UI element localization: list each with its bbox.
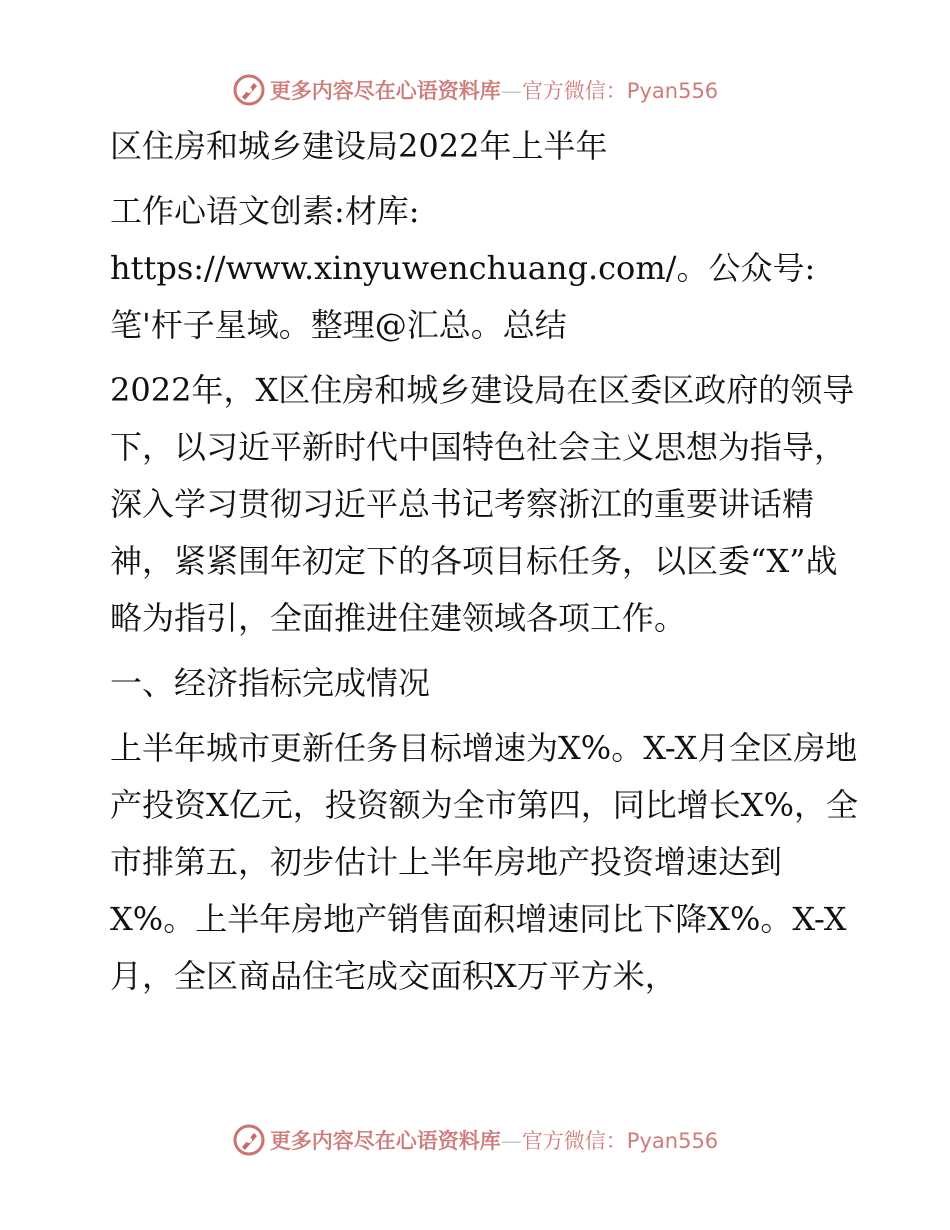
header-banner-main: 更多内容尽在心语资料库	[269, 79, 501, 103]
header-banner	[0, 70, 950, 110]
footer-banner-text	[270, 1125, 718, 1155]
footer-banner	[0, 1120, 950, 1160]
document-title: 区住房和城乡建设局2022年上半年	[110, 127, 608, 165]
pen-logo-icon	[232, 73, 266, 107]
intro-paragraph: 2022年，X区住房和城乡建设局在区委区政府的领导下，以习近平新时代中国特色社会主义思想为指导，深入学习贯彻习近平总书记考察浙江的重要讲话精神，紧紧围年初定下的各项目标任务，以区委“X”战略为指引，全面推进住建领域各项工作。	[110, 371, 855, 637]
header-banner-dash: —	[500, 79, 522, 103]
section1-paragraph: 上半年城市更新任务目标增速为X%。X-X月全区房地产投资X亿元，投资额为全市第四，同比增长X%，全市排第五，初步估计上半年房地产投资增速达到X%。上半年房地产销售面积增速同比下降X%。X-X月，全区商品住宅成交面积X万平方米，	[110, 729, 858, 995]
footer-banner-dash: —	[500, 1129, 522, 1153]
pen-logo-icon	[232, 1123, 266, 1157]
header-banner-contact: 官方微信：Pyan556	[521, 79, 719, 103]
header-banner-text	[270, 75, 718, 105]
document-body	[98, 118, 858, 1013]
footer-banner-contact: 官方微信：Pyan556	[521, 1129, 719, 1153]
document-subtitle: 工作心语文创素:材库: https://www.xinyuwenchuang.com/。公众号: 笔'杆子星域。整理@汇总。总结	[110, 192, 816, 344]
section1-heading: 一、经济指标完成情况	[110, 664, 431, 702]
footer-banner-main: 更多内容尽在心语资料库	[269, 1129, 501, 1153]
